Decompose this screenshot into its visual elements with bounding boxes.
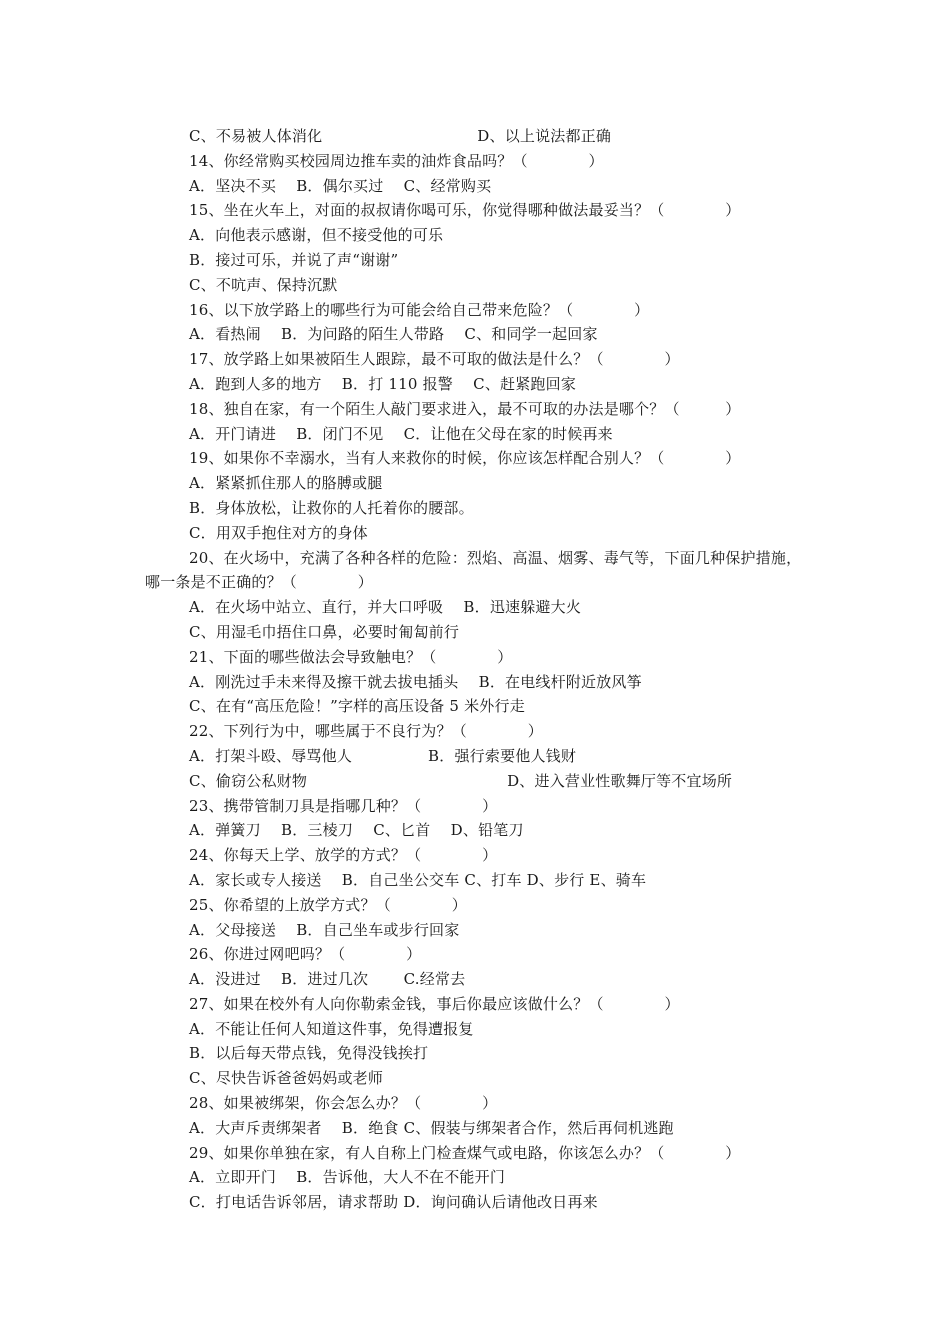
question-29-options-cd: C．打电话告诉邻居，请求帮助 D．询问确认后请他改日再来 [189, 1193, 598, 1212]
question-18: 18、独自在家，有一个陌生人敲门要求进入，最不可取的办法是哪个？（ ） [189, 399, 741, 418]
question-21-options-ab: A．刚洗过手未来得及擦干就去拔电插头 B．在电线杆附近放风筝 [189, 672, 642, 691]
question-22-option-d: D、进入营业性歌舞厅等不宜场所 [507, 771, 733, 790]
question-14: 14、你经常购买校园周边推车卖的油炸食品吗？（ ） [189, 151, 604, 170]
question-29-options-ab: A．立即开门 B．告诉他，大人不在不能开门 [189, 1168, 506, 1187]
question-14-options: A．坚决不买 B．偶尔买过 C、经常购买 [189, 176, 492, 195]
question-21-option-c: C、在有“高压危险！”字样的高压设备 5 米外行走 [189, 697, 525, 716]
question-29: 29、如果你单独在家，有人自称上门检查煤气或电路，你该怎么办？（ ） [189, 1143, 741, 1162]
question-19-option-b: B．身体放松，让救你的人托着你的腰部。 [189, 498, 474, 517]
question-22-option-c: C、偷窃公私财物 [189, 771, 308, 790]
question-15: 15、坐在火车上，对面的叔叔请你喝可乐，你觉得哪种做法最妥当？（ ） [189, 201, 741, 220]
questionnaire-body [145, 124, 845, 1215]
question-15-option-a: A．向他表示感谢，但不接受他的可乐 [189, 226, 444, 245]
question-19-option-c: C．用双手抱住对方的身体 [189, 523, 368, 542]
question-17-options: A．跑到人多的地方 B．打 110 报警 C、赶紧跑回家 [189, 374, 577, 393]
question-17: 17、放学路上如果被陌生人跟踪，最不可取的做法是什么？（ ） [189, 350, 680, 369]
question-26-options: A．没进过 B．进过几次 C.经常去 [189, 970, 466, 989]
question-23-options: A．弹簧刀 B．三棱刀 C、匕首 D、铅笔刀 [189, 821, 524, 840]
question-27: 27、如果在校外有人向你勒索金钱，事后你最应该做什么？（ ） [189, 994, 680, 1013]
question-28: 28、如果被绑架，你会怎么办？（ ） [189, 1094, 498, 1113]
question-22: 22、下列行为中，哪些属于不良行为？（ ） [189, 722, 543, 741]
question-22-options-cd [145, 769, 845, 794]
question-25-options: A．父母接送 B．自己坐车或步行回家 [189, 920, 460, 939]
q13-options-cd [145, 124, 845, 149]
question-16-options: A．看热闹 B．为问路的陌生人带路 C、和同学一起回家 [189, 325, 598, 344]
question-23: 23、携带管制刀具是指哪几种？（ ） [189, 796, 498, 815]
question-22-option-a: A．打架斗殴、辱骂他人 [189, 746, 353, 765]
question-19: 19、如果你不幸溺水，当有人来救你的时候，你应该怎样配合别人？（ ） [189, 449, 741, 468]
question-25: 25、你希望的上放学方式？（ ） [189, 895, 467, 914]
q13-option-c: C、不易被人体消化 [189, 127, 323, 145]
question-27-option-b: B．以后每天带点钱，免得没钱挨打 [189, 1044, 429, 1063]
question-21: 21、下面的哪些做法会导致触电？（ ） [189, 647, 513, 666]
question-22-options-ab [145, 744, 845, 769]
question-24: 24、你每天上学、放学的方式？（ ） [189, 846, 498, 865]
question-18-options: A．开门请进 B．闭门不见 C．让他在父母在家的时候再来 [189, 424, 613, 443]
question-26: 26、你进过网吧吗？（ ） [189, 945, 422, 964]
question-20: 20、在火场中，充满了各种各样的危险：烈焰、高温、烟雾、毒气等，下面几种保护措施， [189, 548, 802, 567]
question-20-option-c: C、用湿毛巾捂住口鼻，必要时匍匐前行 [189, 622, 460, 641]
q13-option-d: D、以上说法都正确 [477, 127, 612, 145]
question-16: 16、以下放学路上的哪些行为可能会给自己带来危险？（ ） [189, 300, 650, 319]
question-28-options: A．大声斥责绑架者 B．绝食 C、假装与绑架者合作，然后再伺机逃跑 [189, 1118, 674, 1137]
question-24-options: A．家长或专人接送 B．自己坐公交车 C、打车 D、步行 E、骑车 [189, 870, 647, 889]
question-19-option-a: A．紧紧抓住那人的胳膊或腿 [189, 474, 383, 493]
question-20-options-ab: A．在火场中站立、直行，并大口呼吸 B．迅速躲避大火 [189, 598, 582, 617]
question-15-option-c: C、不吭声、保持沉默 [189, 275, 338, 294]
question-15-option-b: B．接过可乐，并说了声“谢谢” [189, 250, 399, 269]
question-27-option-a: A．不能让任何人知道这件事，免得遭报复 [189, 1019, 474, 1038]
question-22-option-b: B．强行索要他人钱财 [428, 746, 577, 765]
question-27-option-c: C、尽快告诉爸爸妈妈或老师 [189, 1069, 384, 1088]
question-20-continued: 哪一条是不正确的？（ ） [145, 573, 374, 592]
